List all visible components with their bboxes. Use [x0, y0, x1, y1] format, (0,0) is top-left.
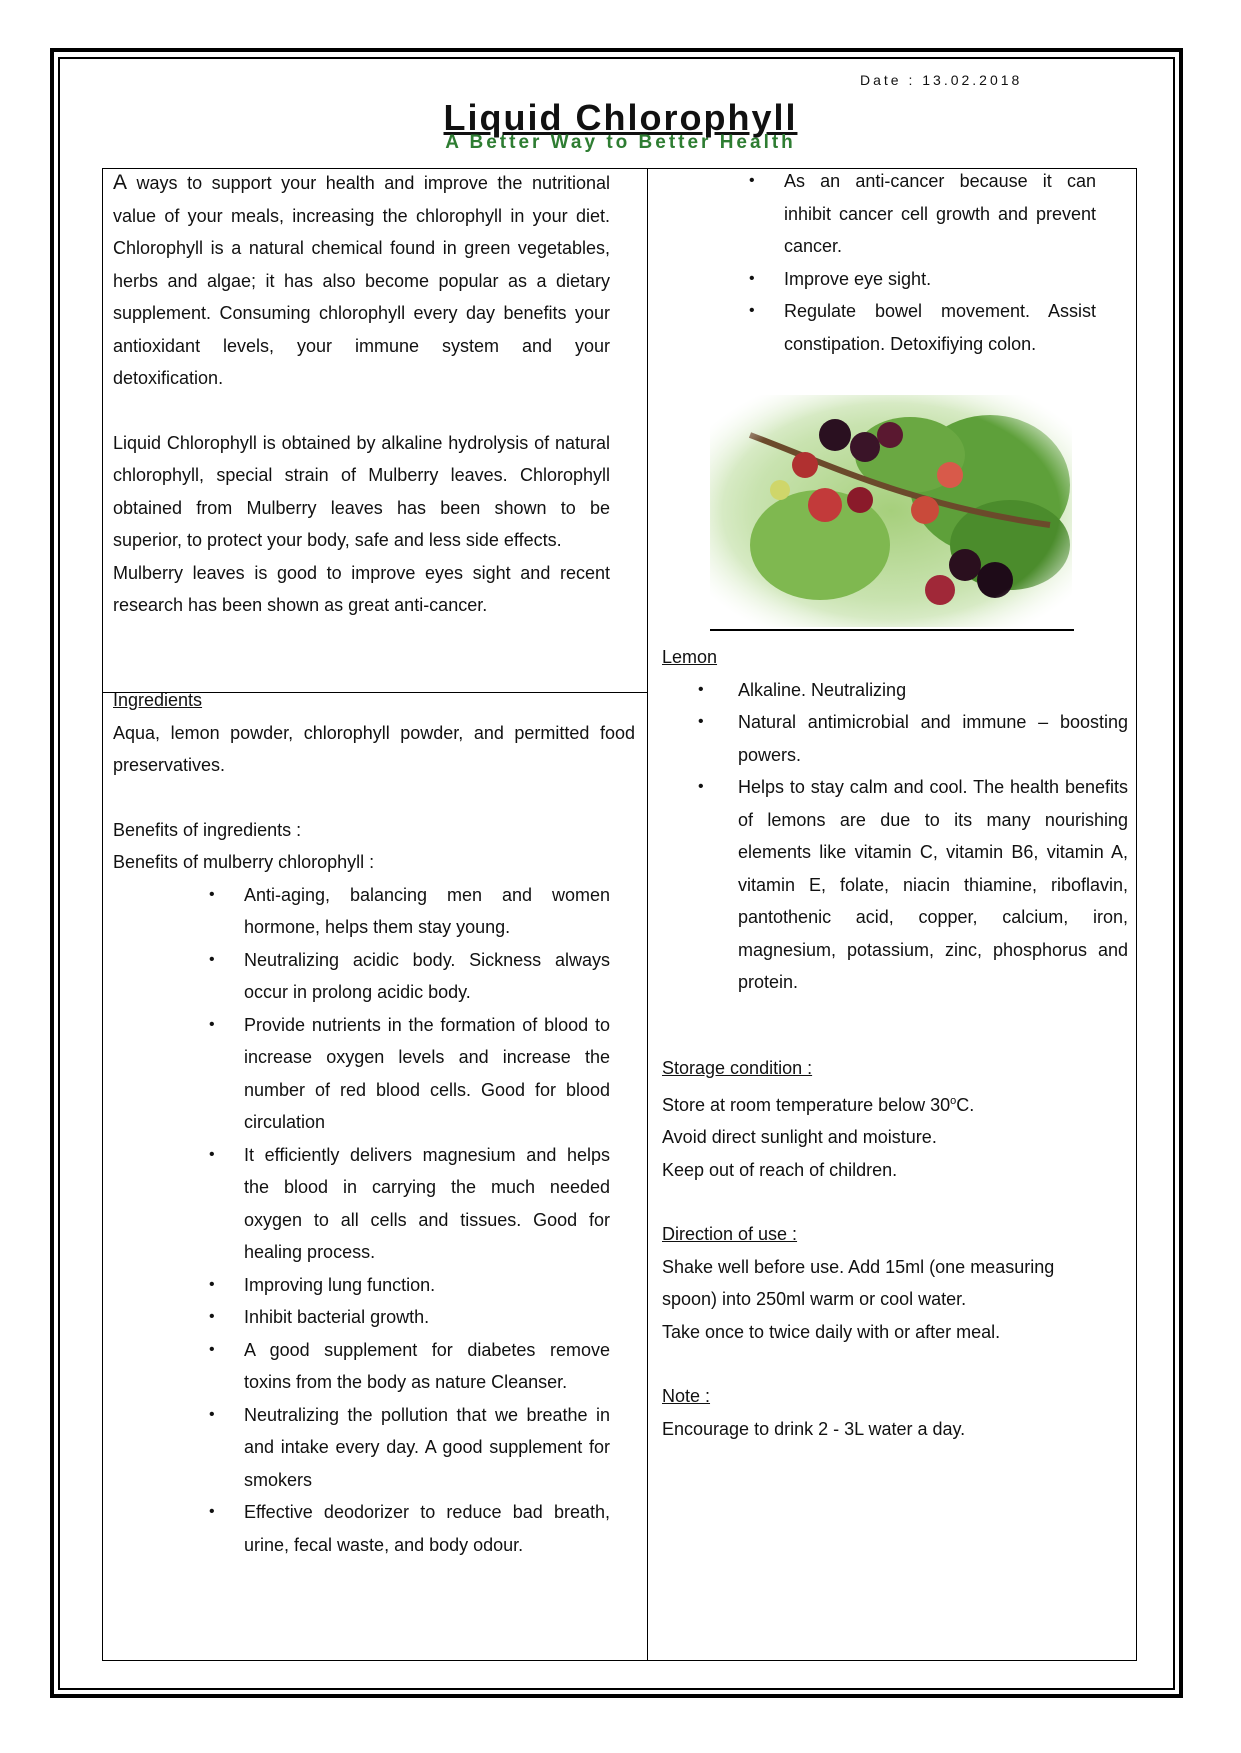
- list-item-text: Neutralizing the pollution that we breathe in and intake every day. A good supplement for smokers: [244, 1404, 610, 1490]
- list-item-text: Neutralizing acidic body. Sickness always occur in prolong acidic body.: [244, 949, 610, 1002]
- list-item: [749, 165, 1096, 263]
- list-item-text: Improving lung function.: [244, 1274, 436, 1295]
- lemon-benefits-list: [698, 674, 1128, 999]
- note-heading: Note :: [662, 1386, 711, 1406]
- list-item-text: Regulate bowel movement. Assist constipation. Detoxifiying colon.: [784, 301, 1096, 354]
- list-item: [209, 944, 610, 1009]
- bullet-icon: •: [209, 1275, 215, 1293]
- date-label: Date : 13.02.2018: [860, 72, 1023, 88]
- mulberry-photo: [710, 395, 1072, 627]
- bullet-icon: •: [209, 1503, 215, 1520]
- mulberry-benefits-list: [209, 879, 610, 1562]
- bullet-icon: •: [698, 778, 704, 795]
- list-item: [749, 263, 1096, 296]
- list-item: [209, 1399, 610, 1497]
- list-item-text: It efficiently delivers magnesium and helps the blood in carrying the much needed oxygen to all cells and tissues. Good for healing process.: [244, 1144, 610, 1262]
- ingredients-section: [113, 684, 635, 1561]
- storage-heading: Storage condition :: [662, 1058, 813, 1078]
- storage-temp-text: Store at room temperature below 30: [662, 1094, 951, 1115]
- bullet-icon: •: [749, 172, 755, 189]
- mulberry-paragraph: Mulberry leaves is good to improve eyes sight and recent research has been shown as great anti-cancer.: [113, 562, 610, 615]
- list-item: [698, 674, 1128, 707]
- bullet-icon: •: [209, 1308, 215, 1325]
- storage-line-3: Keep out of reach of children.: [662, 1159, 898, 1180]
- bullet-icon: •: [749, 302, 755, 319]
- ingredients-text: Aqua, lemon powder, chlorophyll powder, and permitted food preservatives.: [113, 722, 635, 775]
- intro-section: [113, 167, 610, 622]
- page-subtitle: A Better Way to Better Health: [445, 132, 796, 153]
- list-item: [209, 1496, 610, 1561]
- bullet-icon: •: [698, 713, 704, 730]
- list-item-text: Effective deodorizer to reduce bad breath, urine, fecal waste, and body odour.: [244, 1502, 610, 1555]
- mulberry-benefits-heading: Benefits of mulberry chlorophyll :: [113, 852, 375, 872]
- list-item: [209, 1009, 610, 1139]
- direction-text-2: Take once to twice daily with or after meal.: [662, 1321, 1001, 1342]
- bullet-icon: •: [209, 1340, 215, 1358]
- benefits-heading: Benefits of ingredients :: [113, 819, 302, 840]
- list-item-text: Helps to stay calm and cool. The health benefits of lemons are due to its many nourishing elements like vitamin C, vitamin B6, vitamin A, vitamin E, folate, niacin thiamine, riboflavin, pantothenic acid, copper, calcium, iron, magnesium, potassium, zinc, phosphorus and protein.: [738, 777, 1128, 992]
- bullet-icon: •: [698, 680, 704, 698]
- list-item-text: Improve eye sight.: [784, 268, 932, 289]
- list-item-text: Alkaline. Neutralizing: [738, 679, 907, 700]
- lemon-section: [662, 641, 1130, 999]
- list-item-text: Provide nutrients in the formation of blood to increase oxygen levels and increase the number of red blood cells. Good for blood circulation: [244, 1014, 610, 1132]
- intro-paragraph: [113, 167, 610, 395]
- list-item: [749, 295, 1096, 360]
- storage-line-1: [662, 1085, 1130, 1122]
- direction-text: Shake well before use. Add 15ml (one measuring spoon) into 250ml warm or cool water.: [662, 1256, 1055, 1309]
- column-divider: [647, 168, 648, 1661]
- mulberry-image: [710, 395, 1072, 627]
- list-item-text: Anti-aging, balancing men and women hormone, helps them stay young.: [244, 884, 610, 937]
- bullet-icon: •: [209, 1145, 215, 1163]
- storage-line-2: Avoid direct sunlight and moisture.: [662, 1127, 937, 1147]
- list-item-text: A good supplement for diabetes remove toxins from the body as nature Cleanser.: [244, 1339, 610, 1392]
- list-item: [209, 1334, 610, 1399]
- bullet-icon: •: [209, 1015, 215, 1033]
- list-item-text: Inhibit bacterial growth.: [244, 1307, 430, 1327]
- list-item: [698, 706, 1128, 771]
- bullet-icon: •: [209, 1405, 215, 1423]
- list-item: [209, 879, 610, 944]
- bullet-icon: •: [749, 269, 755, 287]
- photo-underline: [710, 629, 1074, 631]
- right-top-section: [749, 165, 1096, 360]
- list-item: [209, 1301, 610, 1334]
- list-item-text: As an anti-cancer because it can inhibit cancer cell growth and prevent cancer.: [784, 171, 1096, 256]
- degree-sup: o: [950, 1094, 957, 1107]
- list-item-text: Natural antimicrobial and immune – boosting powers.: [738, 712, 1128, 765]
- bullet-icon: •: [209, 885, 215, 903]
- bullet-icon: •: [209, 950, 215, 968]
- intro-text: ways to support your health and improve the nutritional value of your meals, increasing the chlorophyll in your diet. Chlorophyll is a natural chemical found in green vegetables, herbs and algae; it has also become popular as a dietary supplement. Consuming chlorophyll every day benefits your antioxidant levels, your immune system and your detoxification.: [113, 173, 610, 388]
- lemon-heading: Lemon: [662, 647, 718, 667]
- top-benefits-list: [749, 165, 1096, 360]
- note-text: Encourage to drink 2 - 3L water a day.: [662, 1418, 966, 1439]
- ingredients-heading: Ingredients: [113, 690, 203, 710]
- list-item: [209, 1269, 610, 1302]
- direction-heading: Direction of use :: [662, 1224, 798, 1244]
- page-title: Liquid Chlorophyll: [443, 97, 798, 138]
- info-section: [662, 1052, 1130, 1445]
- intro-initial: A: [113, 171, 128, 194]
- list-item: [698, 771, 1128, 999]
- extraction-paragraph: Liquid Chlorophyll is obtained by alkaline hydrolysis of natural chlorophyll, special strain of Mulberry leaves. Chlorophyll obtained from Mulberry leaves has been shown to be superior, to protect your body, safe and less side effects.: [113, 432, 610, 550]
- storage-temp-unit: C.: [956, 1094, 975, 1115]
- list-item: [209, 1139, 610, 1269]
